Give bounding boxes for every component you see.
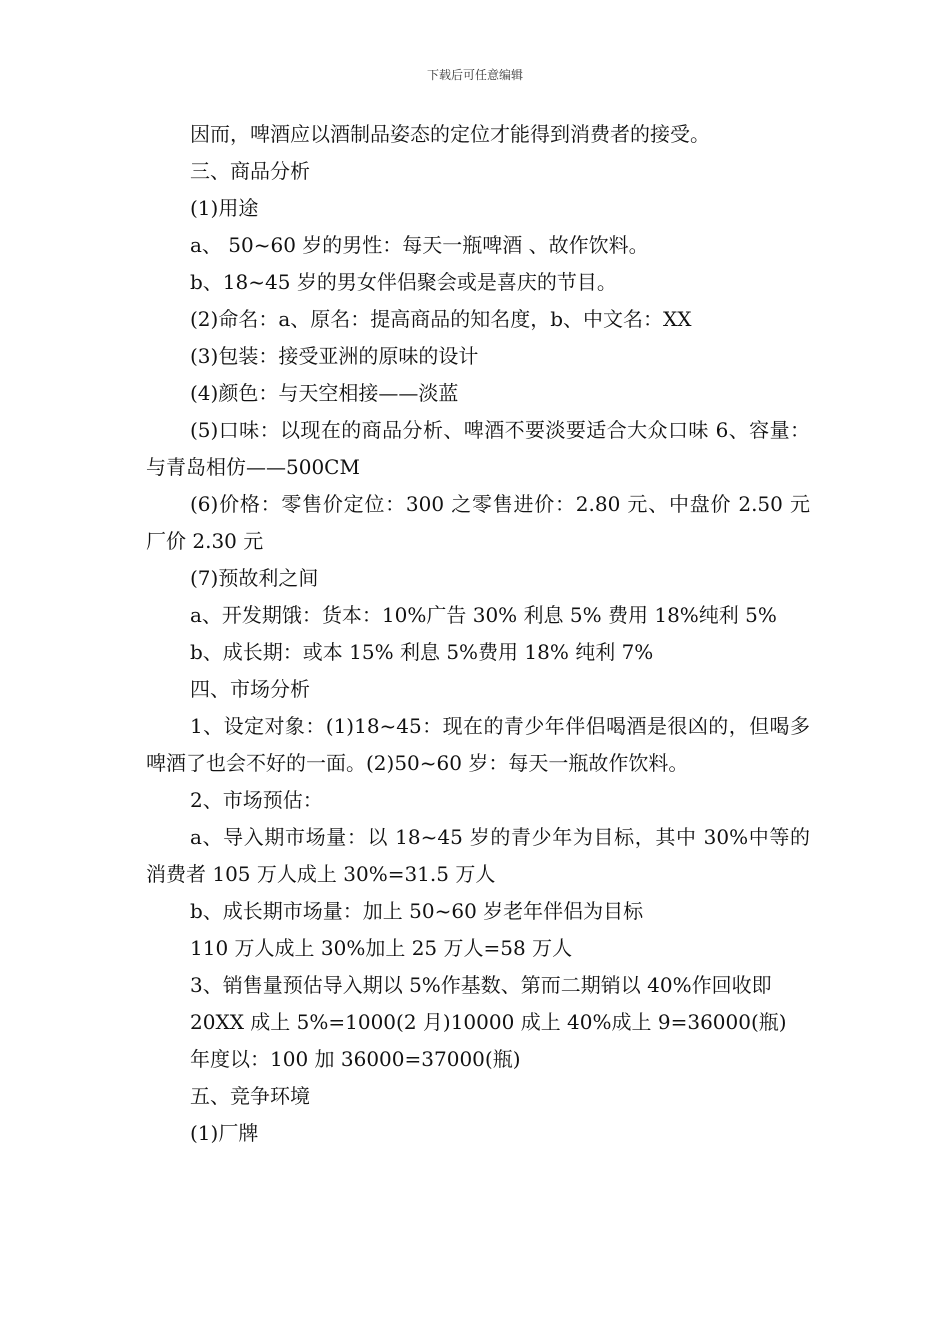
- paragraph: (3)包装：接受亚洲的原味的设计: [190, 344, 479, 368]
- paragraph: 110 万人成上 30%加上 25 万人=58 万人: [190, 936, 573, 960]
- paragraph: a、导入期市场量：以 18~45 岁的青少年为目标，其中 30%中等的消费者 105 万人成上 30%=31.5 万人: [146, 825, 810, 886]
- paragraph: a、开发期饿：货本：10%广告 30% 利息 5% 费用 18%纯利 5%: [190, 603, 777, 627]
- paragraph: (7)预故利之间: [190, 566, 319, 590]
- paragraph: (6)价格：零售价定位：300 之零售进价：2.80 元、中盘价 2.50 元 厂价 2.30 元: [146, 492, 810, 553]
- page-header: 下载后可任意编辑: [426, 68, 523, 82]
- section-heading: 五、竞争环境: [190, 1084, 310, 1108]
- paragraph: (5)口味：以现在的商品分析、啤酒不要淡要适合大众口味 6、容量：与青岛相仿——500CM: [146, 418, 810, 479]
- paragraph: (4)颜色：与天空相接——淡蓝: [190, 381, 459, 405]
- paragraph: 2、市场预估：: [190, 788, 323, 812]
- paragraph: (1)用途: [190, 196, 259, 220]
- paragraph: (2)命名：a、原名：提高商品的知名度，b、中文名：XX: [190, 307, 692, 331]
- paragraph: (1)厂牌: [190, 1121, 259, 1145]
- paragraph: 20XX 成上 5%=1000(2 月)10000 成上 40%成上 9=36000(瓶): [190, 1010, 787, 1034]
- paragraph: b、成长期：或本 15% 利息 5%费用 18% 纯利 7%: [190, 640, 654, 664]
- section-heading: 四、市场分析: [190, 677, 310, 701]
- paragraph: b、成长期市场量：加上 50~60 岁老年伴侣为目标: [190, 899, 644, 923]
- section-heading: 三、商品分析: [190, 159, 310, 183]
- paragraph: 因而，啤酒应以酒制品姿态的定位才能得到消费者的接受。: [190, 122, 710, 146]
- paragraph: 3、销售量预估导入期以 5%作基数、第而二期销以 40%作回收即: [190, 973, 772, 997]
- paragraph: 年度以：100 加 36000=37000(瓶): [190, 1047, 521, 1071]
- paragraph: 1、设定对象：(1)18~45：现在的青少年伴侣喝酒是很凶的，但喝多啤酒了也会不好的一面。(2)50~60 岁：每天一瓶故作饮料。: [146, 714, 810, 775]
- paragraph: a、 50~60 岁的男性：每天一瓶啤酒 、故作饮料。: [190, 233, 649, 257]
- paragraph: b、18~45 岁的男女伴侣聚会或是喜庆的节目。: [190, 270, 617, 294]
- document-body: [146, 116, 810, 1152]
